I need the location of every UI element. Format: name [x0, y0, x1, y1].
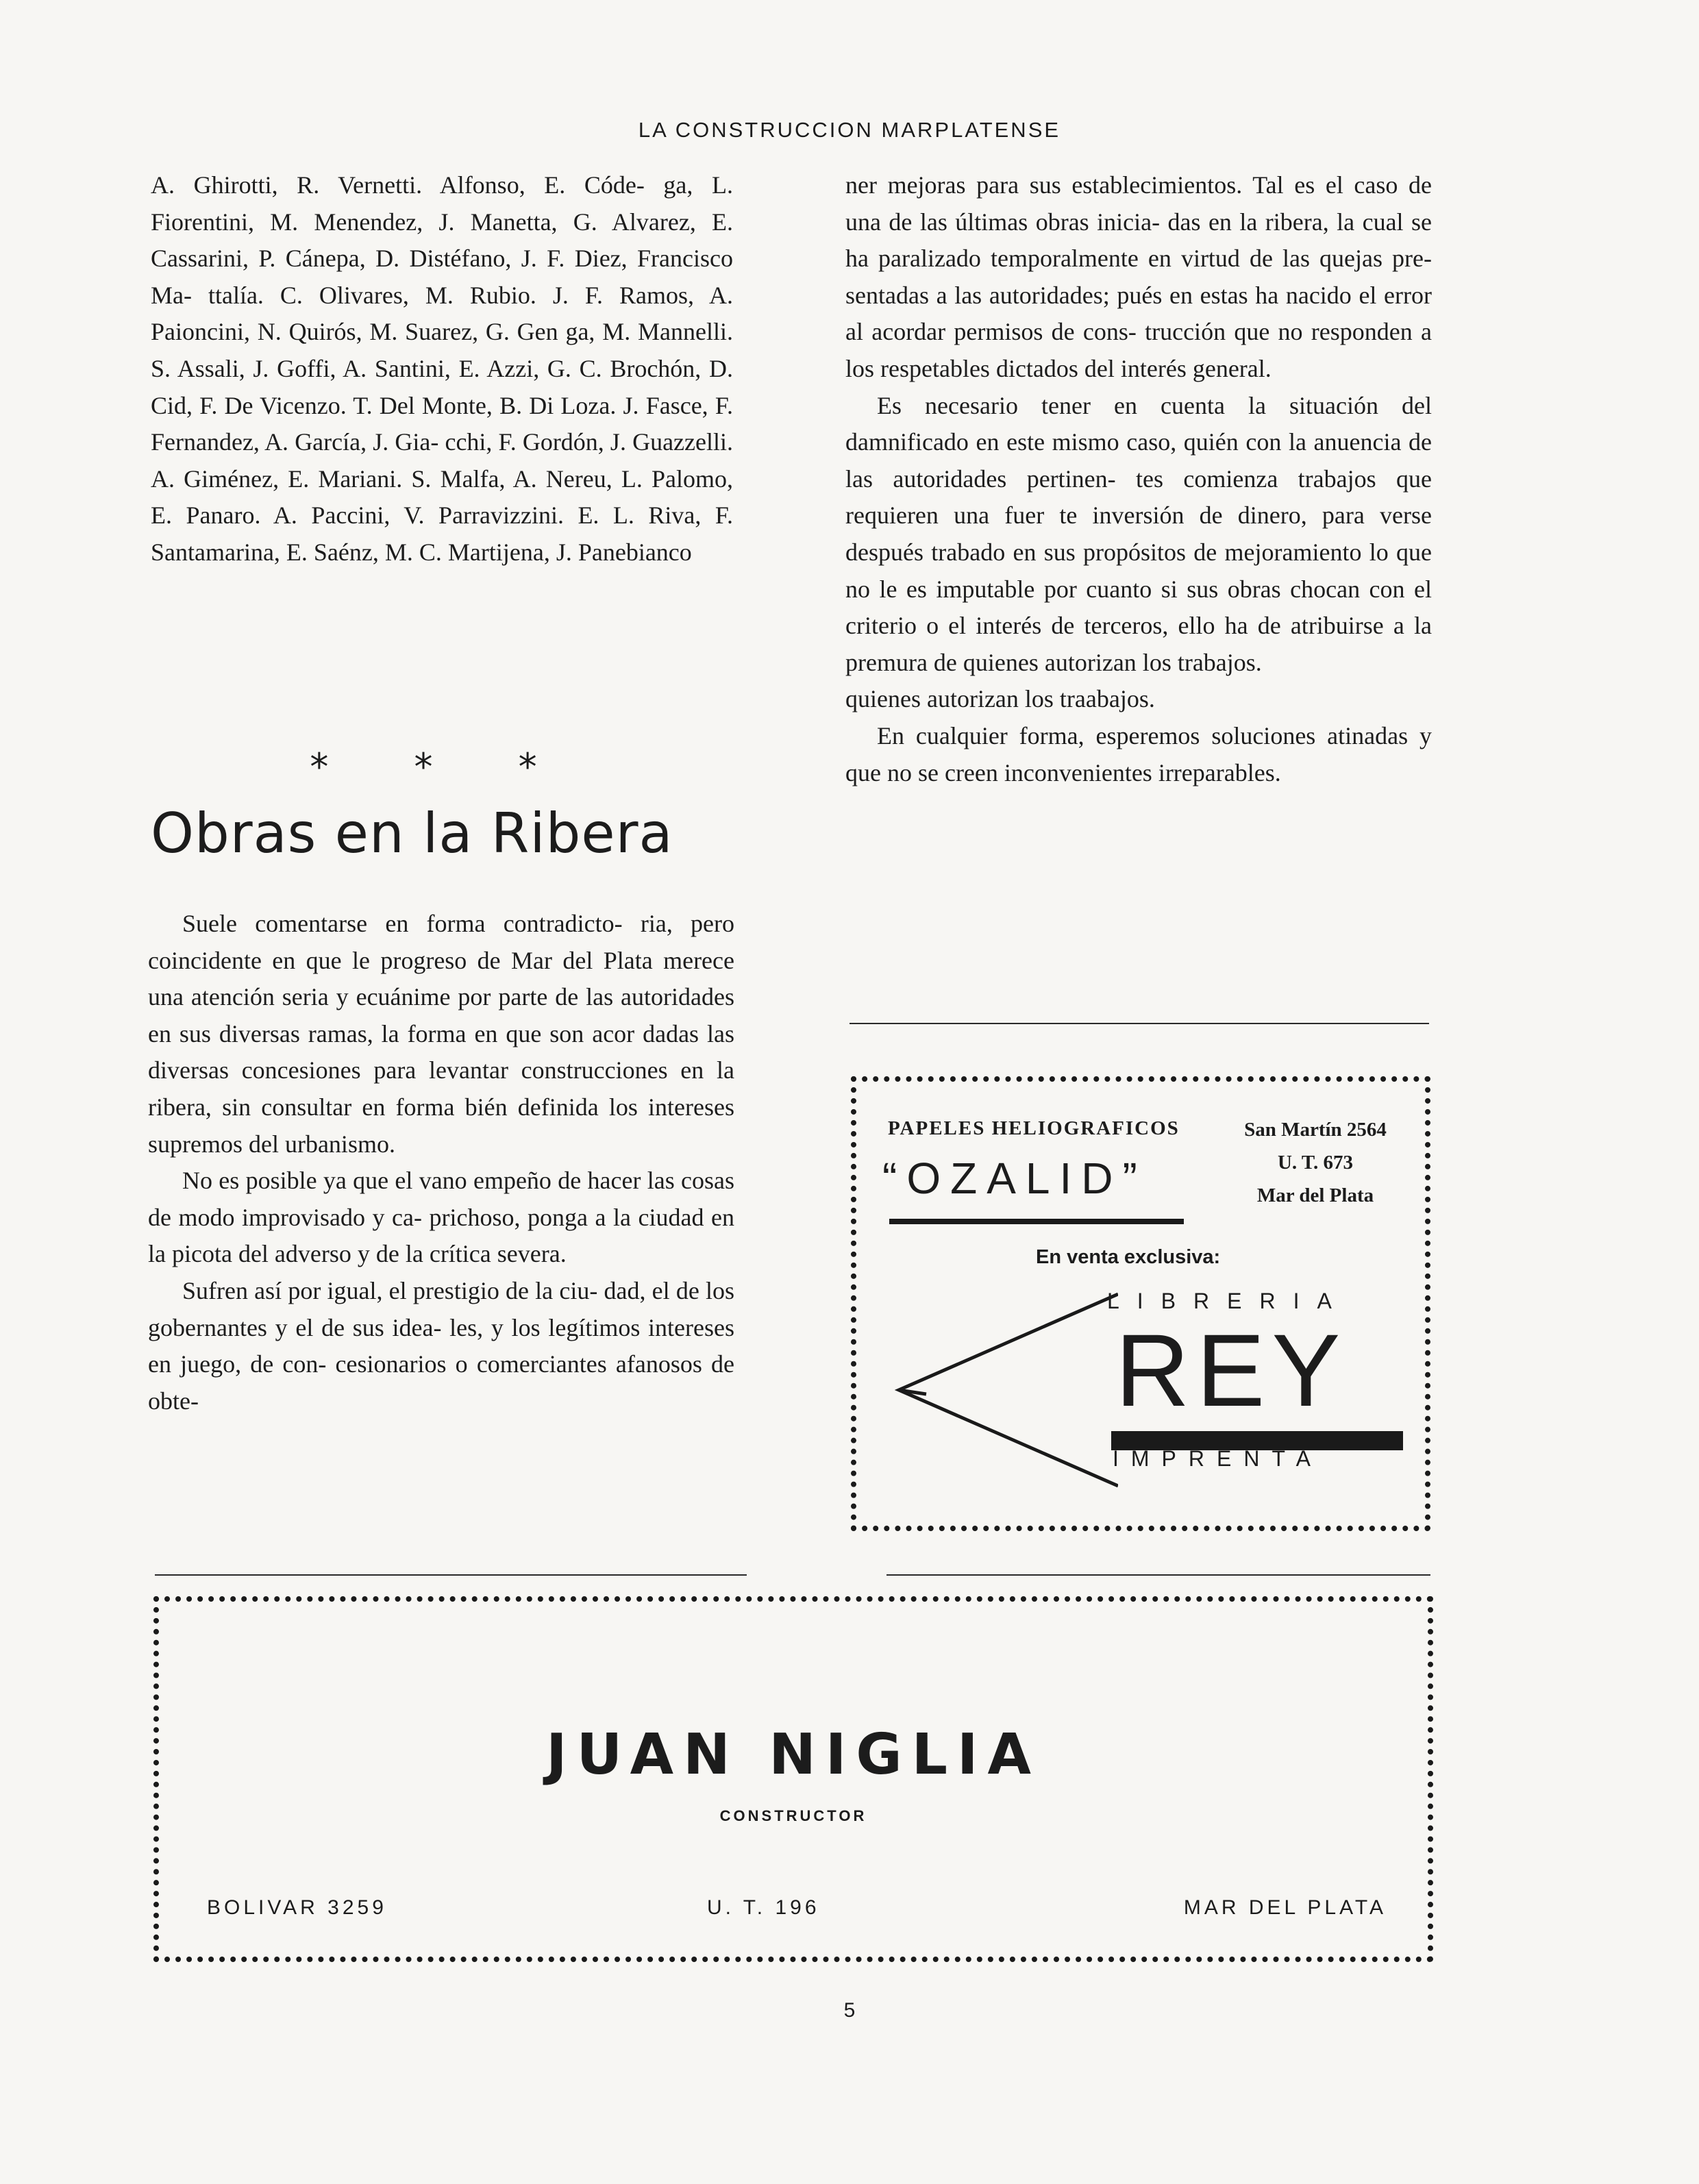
ad-ozalid-brand: “OZALID”: [882, 1154, 1147, 1203]
ad-niglia-role: CONSTRUCTOR: [719, 1807, 867, 1824]
ad-ozalid-address-phone: U. T. 673: [1277, 1152, 1354, 1174]
ad-niglia-phone: U. T. 196: [707, 1896, 820, 1919]
ad-rey-imprenta: IMPRENTA: [1113, 1446, 1323, 1471]
article-paragraph: Suele comentarse en forma contradicto- ria, pero coincidente en que le progreso de Mar del Plata merece una atención seria y ecuánime por parte de las autoridades en sus diversas ramas, la forma en que son acor dadas las diversas concesiones para levantar construcciones en la ribera, sin consultar en forma bién definida los intereses supremos del urbanismo.: [148, 910, 734, 1158]
ad-niglia-street: BOLIVAR 3259: [207, 1896, 387, 1919]
article-paragraph: Sufren así por igual, el prestigio de la ciu- dad, el de los gobernantes y el de sus idea- les, y los legítimos intereses en juego, de con- cesionarios o comerciantes afanosos de obte-: [148, 1276, 734, 1415]
article-continuation: [845, 167, 1432, 791]
ad-niglia-box: [153, 1596, 1433, 1962]
article-paragraph: ner mejoras para sus establecimientos. Tal es el caso de una de las últimas obras inicia- das en la ribera, la cual se ha paralizado temporalmente en virtud de las quejas pre- sentadas a las autoridades; pués en estas ha nacido el error al acordar permisos de cons- trucción que no responden a los respetables dictados del interés general.: [845, 171, 1432, 382]
ad-ozalid-address: [1226, 1113, 1404, 1212]
ad-ozalid-box: [851, 1076, 1430, 1531]
column-divider-rule: [850, 1023, 1429, 1024]
ad-ozalid-address-city: Mar del Plata: [1256, 1184, 1374, 1206]
ad-rey-chevron: [885, 1287, 1118, 1493]
section-rule-left: [155, 1574, 747, 1576]
names-paragraph: A. Ghirotti, R. Vernetti. Alfonso, E. Códe- ga, L. Fiorentini, M. Menendez, J. Manetta, G. Alvarez, E. Cassarini, P. Cánepa, D. Distéfano, J. F. Diez, Francisco Ma- ttalía. C. Olivares, M. Rubio. J. F. Ramos, A. Paioncini, N. Quirós, M. Suarez, G. Gen ga, M. Mannelli. S. Assali, J. Goffi, A. Santini, E. Azzi, G. C. Brochón, D. Cid, F. De Vicenzo. T. Del Monte, B. Di Loza. J. Fasce, F. Fernandez, A. García, J. Gia- cchi, F. Gordón, J. Guazzelli. A. Giménez, E. Mariani. S. Malfa, A. Nereu, L. Palomo, E. Panaro. A. Paccini, V. Parravizzini. E. L. Riva, F. Santamarina, E. Saénz, M. C. Martijena, J. Panebianco: [151, 171, 733, 566]
ad-niglia-name: JUAN NIGLIA: [546, 1722, 1041, 1787]
section-separator: * * *: [310, 745, 574, 789]
ad-rey-libreria: LIBRERIA: [1107, 1289, 1350, 1313]
section-rule-right: [886, 1574, 1430, 1576]
article-body: [148, 906, 734, 1419]
ad-rey-name: REY: [1115, 1313, 1348, 1428]
ad-ozalid-line1: PAPELES HELIOGRAFICOS: [888, 1117, 1180, 1139]
names-column: [151, 167, 733, 571]
ad-ozalid-underline: [889, 1219, 1184, 1224]
page-number: 5: [843, 1999, 856, 2022]
article-paragraph: En cualquier forma, esperemos soluciones atinadas y que no se creen inconvenientes irreparables.: [845, 721, 1432, 786]
ad-niglia-city: MAR DEL PLATA: [1183, 1896, 1387, 1919]
article-paragraph: quienes autorizan los traabajos.: [845, 685, 1155, 713]
article-paragraph: No es posible ya que el vano empeño de hacer las cosas de modo improvisado y ca- prichoso, ponga a la ciudad en la picota del adverso y de la crítica severa.: [148, 1167, 734, 1268]
article-paragraph: Es necesario tener en cuenta la situación del damnificado en este mismo caso, quién con la anuencia de las autoridades pertinen- tes comienza trabajos que requieren una fuer te inversión de dinero, para verse después trabado en sus propósitos de mejoramiento lo que no le es imputable por cuanto si sus obras chocan con el criterio o el interés de terceros, ello ha de atribuirse a la premura de quienes autorizan los trabajos.: [845, 391, 1432, 676]
article-title: Obras en la Ribera: [151, 802, 673, 865]
ad-exclusive-label: En venta exclusiva:: [1036, 1246, 1221, 1268]
running-head: LA CONSTRUCCION MARPLATENSE: [638, 118, 1061, 142]
ad-ozalid-address-street: San Martín 2564: [1244, 1119, 1387, 1141]
